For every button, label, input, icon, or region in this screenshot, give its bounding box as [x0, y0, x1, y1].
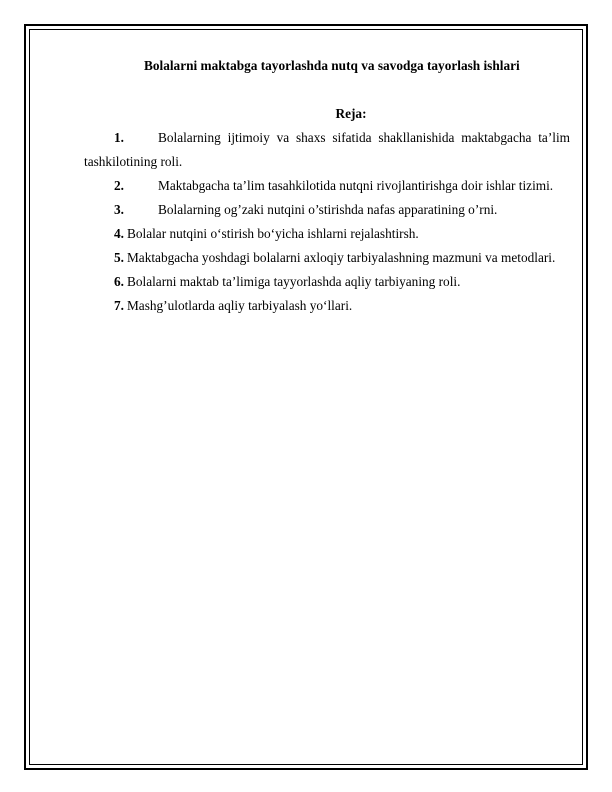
- plan-item-number: 7.: [114, 298, 124, 313]
- plan-item-3: [84, 198, 570, 222]
- plan-item-number: 4.: [114, 226, 124, 241]
- plan-item-text: Mashg’ulotlarda aqliy tarbiyalash yo‘llari.: [126, 298, 353, 313]
- plan-item-text: Maktabgacha ta’lim tasahkilotida nutqni rivojlantirishga doir ishlar tizimi.: [158, 178, 554, 193]
- plan-item-5: [84, 246, 570, 270]
- plan-item-4: [84, 222, 570, 246]
- document-title: Bolalarni maktabga tayorlashda nutq va savodga tayorlash ishlari: [144, 58, 520, 73]
- plan-item-2: [84, 174, 570, 198]
- plan-item-text: Bolalarning og’zaki nutqini o’stirishda nafas apparatining o’rni.: [158, 202, 498, 217]
- plan-item-number: 6.: [114, 274, 124, 289]
- plan-item-7: [84, 294, 570, 318]
- plan-item-text: Bolalarni maktab ta’limiga tayyorlashda aqliy tarbiyaning roli.: [126, 274, 461, 289]
- plan-item-number: 2.: [114, 178, 124, 193]
- plan-item-1: [84, 126, 570, 174]
- plan-item-text: Maktabgacha yoshdagi bolalarni axloqiy tarbiyalashning mazmuni va metodlari.: [126, 250, 556, 265]
- plan-item-6: [84, 270, 570, 294]
- plan-item-number: 5.: [114, 250, 124, 265]
- plan-item-text: Bolalarning ijtimoiy va shaxs sifatida shakllanishida maktabgacha ta’lim tashkilotining roli.: [84, 130, 570, 169]
- plan-item-text: Bolalar nutqini o‘stirish bo‘yicha ishlarni rejalashtirsh.: [126, 226, 419, 241]
- plan-item-number: 1.: [114, 130, 124, 145]
- document-body: [84, 54, 570, 318]
- plan-heading: Reja:: [335, 106, 367, 121]
- plan-item-number: 3.: [114, 202, 124, 217]
